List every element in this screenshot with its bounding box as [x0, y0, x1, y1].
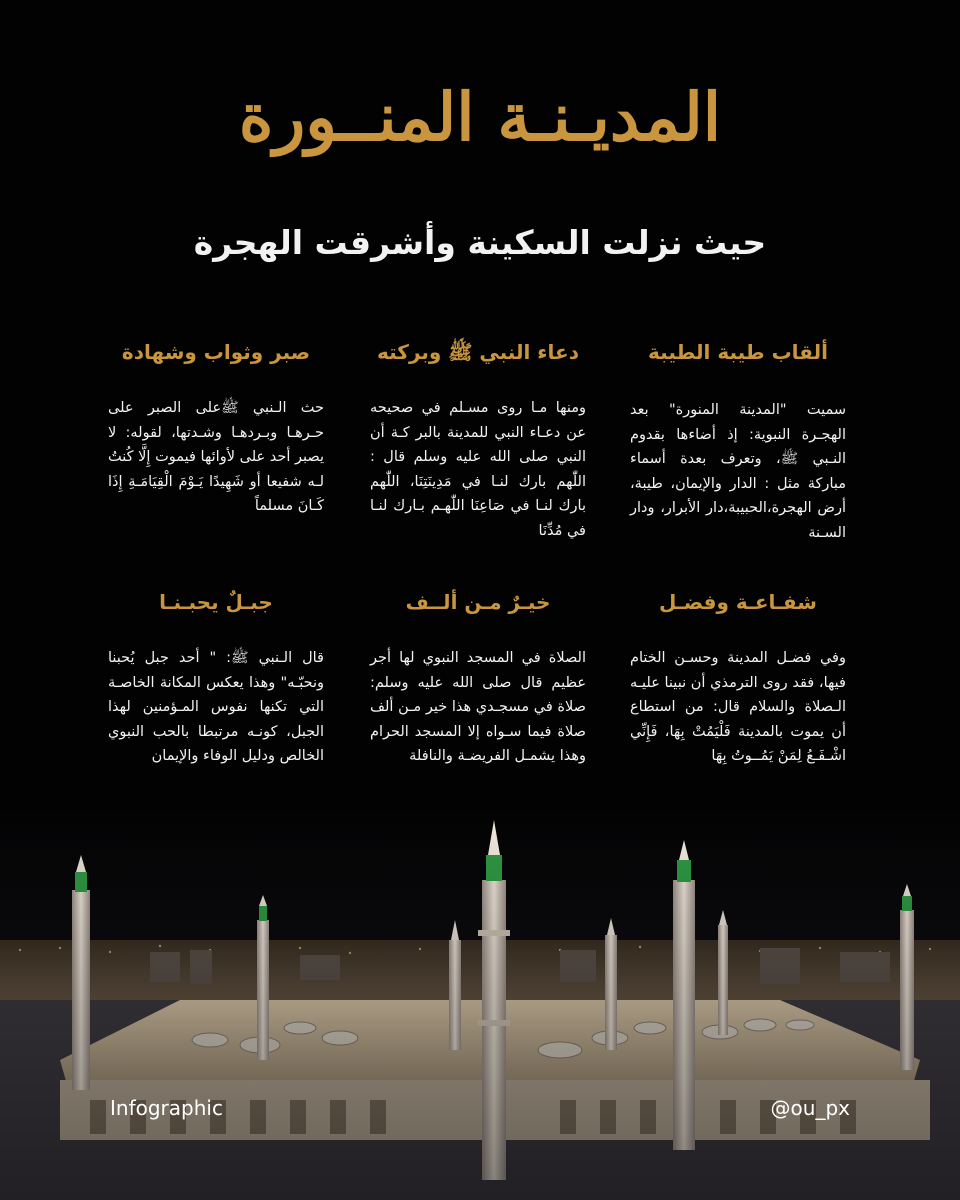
author-handle: @ou_px: [770, 1096, 850, 1120]
section-intercession-virtue: [630, 590, 846, 810]
page-title: المديـنـة المنــورة: [238, 78, 722, 156]
section-heading: شفـاعـة وفضـل: [659, 590, 817, 614]
section-patience-reward: [108, 340, 324, 580]
section-body: سميت "المدينة المنورة" بعد الهجـرة النبوية: إذ أضاءها بقدوم النـبي ﷺ، وتعرف بعدة أسماء مباركة مثل : الدار والإيمان، طيبة، أرض الهجرة،الحبيبة،دار الأبرار، ودار السـنة: [630, 402, 846, 541]
section-body: ومنها مـا روى مسـلم في صحيحه عن دعـاء النبي للمدينة بالبر كـة أن النبي صلى الله عليه وسلم قال : اللّٰهم بارك لنـا في مَدِينَتِنَا، اللّٰهم بارك لنـا في صَاعِنَا اللّٰهـم بـارك لنـا في مُدِّنَا: [370, 400, 586, 539]
section-prophet-prayer: [370, 340, 586, 580]
page-subtitle: حيث نزلت السكينة وأشرقت الهجرة: [193, 223, 767, 262]
section-heading: صبر وثواب وشهادة: [121, 340, 311, 364]
section-body: حث الـنبي ﷺعلى الصبر على حـرهـا وبـردهـا وشـدتها، لقوله: لا يصبر أحد على لأوائها فيموت إِلَّا كُنتُ لـه شفيعا أو شَهِيدًا يَـوْمَ الْقِيَامَـةِ إِذَا كَـانَ مسلماً: [108, 400, 324, 514]
section-heading: جبـلٌ يحبـنـا: [159, 590, 273, 614]
section-body: وفي فضـل المدينة وحسـن الختام فيها، فقد روى الترمذي أن نبينا عليـه الـصلاة والسلام قال: من استطاع أن يموت بالمدينة فَلْيَمُتْ بِهَا، فَإِنِّي اشْـفَـعُ لِمَنْ يَمُــوتُ بِهَا: [630, 650, 846, 764]
section-body: قال الـنبي ﷺ: " أحد جبل يُحبنا ونحبّـه" وهذا يعكس المكانة الخاصـة التي تكنها نفوس المـؤمنين لهذا الجبل، كونـه مرتبطا بالحب النبوي الخالص ودليل الوفاء والإيمان: [108, 650, 324, 764]
section-heading: خيـرٌ مـن ألــف: [405, 590, 551, 614]
section-titles-of-taybah: [630, 340, 846, 580]
section-better-than-thousand: [370, 590, 586, 810]
section-heading: ألقاب طيبة الطيبة: [648, 340, 828, 364]
footer-label: Infographic: [110, 1096, 223, 1120]
mosque-night-photo: [0, 800, 960, 1200]
section-heading: دعاء النبي ﷺ وبركته: [377, 340, 579, 364]
section-mount-uhud: [108, 590, 324, 810]
section-body: الصلاة في المسجد النبوي لها أجر عظيم قال صلى الله عليه وسلم: صلاة في مسجـدي هذا خير مـن ألف صلاة فيما سـواه إلا المسجد الحرام وهذا يشمـل الفريضـة والنافلة: [370, 650, 586, 764]
